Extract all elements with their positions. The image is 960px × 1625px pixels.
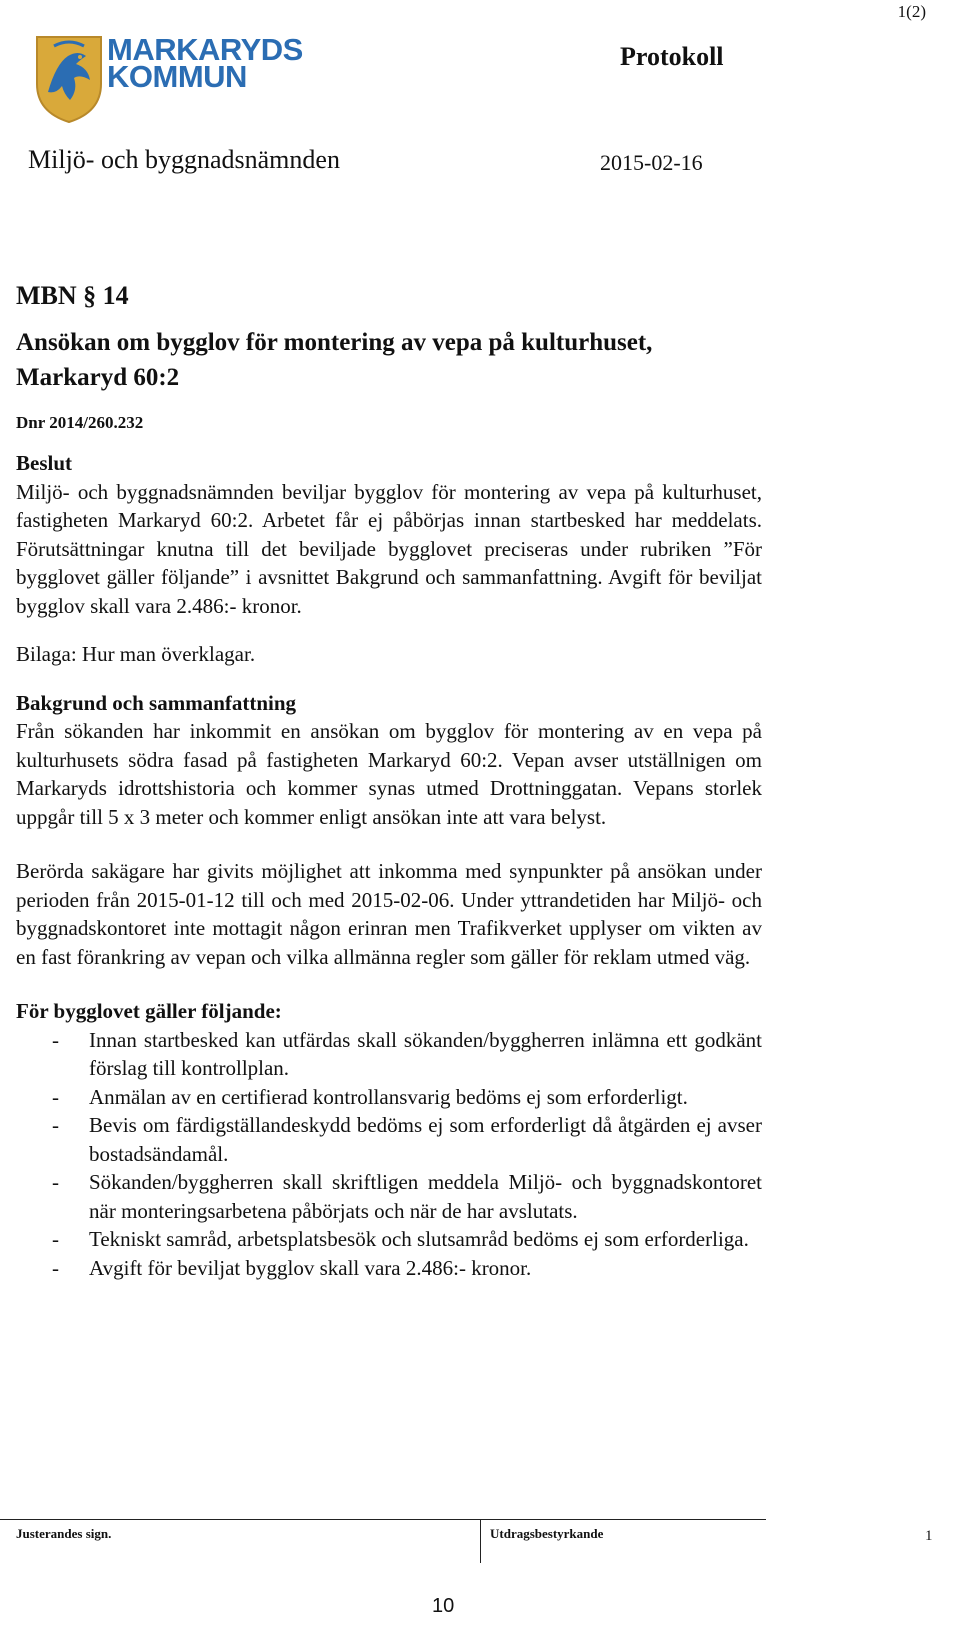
meeting-date: 2015-02-16 <box>600 150 703 175</box>
footer-divider <box>0 1519 766 1520</box>
signature-label: Justerandes sign. <box>16 1526 112 1541</box>
background-paragraph-1: Från sökanden har inkommit en ansökan om bygglov för montering av en vepa på kulturhusets södra fasad på fastigheten Markaryd 60:2. Vepan avser utställnigen om Markaryds idrottshistoria och kommer synas utmed Drottninggatan. Vepans storlek uppgår till 5 x 3 meter och kommer enligt ansökan inte att vara belyst. <box>16 719 762 829</box>
decision-text: Miljö- och byggnadsnämnden beviljar bygglov för montering av vepa på kulturhuset, fastigheten Markaryd 60:2. Arbetet får ej påbörjas innan startbesked har meddelats. Förutsättningar knutna till det beviljade bygglovet preciseras under rubriken ”För bygglovet gäller följande” i avsnittet Bakgrund och sammanfattning. Avgift för beviljat bygglov skall vara 2.486:- kronor. <box>16 479 762 618</box>
conditions-list <box>16 1026 762 1283</box>
attachment-note: Bilaga: Hur man överklagar. <box>16 642 256 666</box>
section-number: MBN § 14 <box>16 281 129 310</box>
list-item: - Tekniskt samråd, arbetsplatsbesök och slutsamråd bedöms ej som erforderliga. <box>16 1225 762 1254</box>
board-name: Miljö- och byggnadsnämnden <box>28 145 340 174</box>
case-number: Dnr 2014/260.232 <box>16 412 144 432</box>
protocol-body <box>16 282 762 1282</box>
list-item: - Anmälan av en certifierad kontrollansvarig bedöms ej som erforderligt. <box>16 1083 762 1112</box>
conditions-heading: För bygglovet gäller följande: <box>16 999 282 1023</box>
municipality-logo <box>34 34 334 126</box>
list-item: - Avgift för beviljat bygglov skall vara 2.486:- kronor. <box>16 1254 762 1283</box>
logo-line-1: MARKARYDS <box>107 32 303 67</box>
list-item: - Bevis om färdigställandeskydd bedöms ej som erforderligt då åtgärden ej avser bostadsändamål. <box>16 1111 762 1168</box>
logo-line-2: KOMMUN <box>107 59 247 94</box>
document-type: Protokoll <box>620 42 724 71</box>
page-reference: 1(2) <box>897 2 926 21</box>
list-item: - Innan startbesked kan utfärdas skall sökanden/byggherren inlämna ett godkänt förslag till kontrollplan. <box>16 1026 762 1083</box>
extract-certification-label: Utdragsbestyrkande <box>490 1526 604 1541</box>
footer-number: 1 <box>925 1528 933 1544</box>
coat-of-arms-icon <box>34 34 104 124</box>
list-item: - Sökanden/byggherren skall skriftligen meddela Miljö- och byggnadskontoret när monteringsarbetena påbörjats och när de har avslutats. <box>16 1168 762 1225</box>
page-number: 10 <box>432 1595 455 1617</box>
background-heading: Bakgrund och sammanfattning <box>16 690 297 715</box>
background-paragraph-2: Berörda sakägare har givits möjlighet att inkomma med synpunkter på ansökan under perioden från 2015-01-12 till och med 2015-02-06. Under yttrandetiden har Miljö- och byggnadskontoret inte mottagit någon erinran men Trafikverket upplyser om vikten av en fast förankring av vepan och vilka allmänna regler som gäller för reklam utmed väg. <box>16 859 762 969</box>
footer-vertical-divider <box>480 1519 481 1563</box>
decision-heading: Beslut <box>16 451 73 475</box>
section-title: Ansökan om bygglov för montering av vepa på kulturhuset, Markaryd 60:2 <box>16 328 653 391</box>
